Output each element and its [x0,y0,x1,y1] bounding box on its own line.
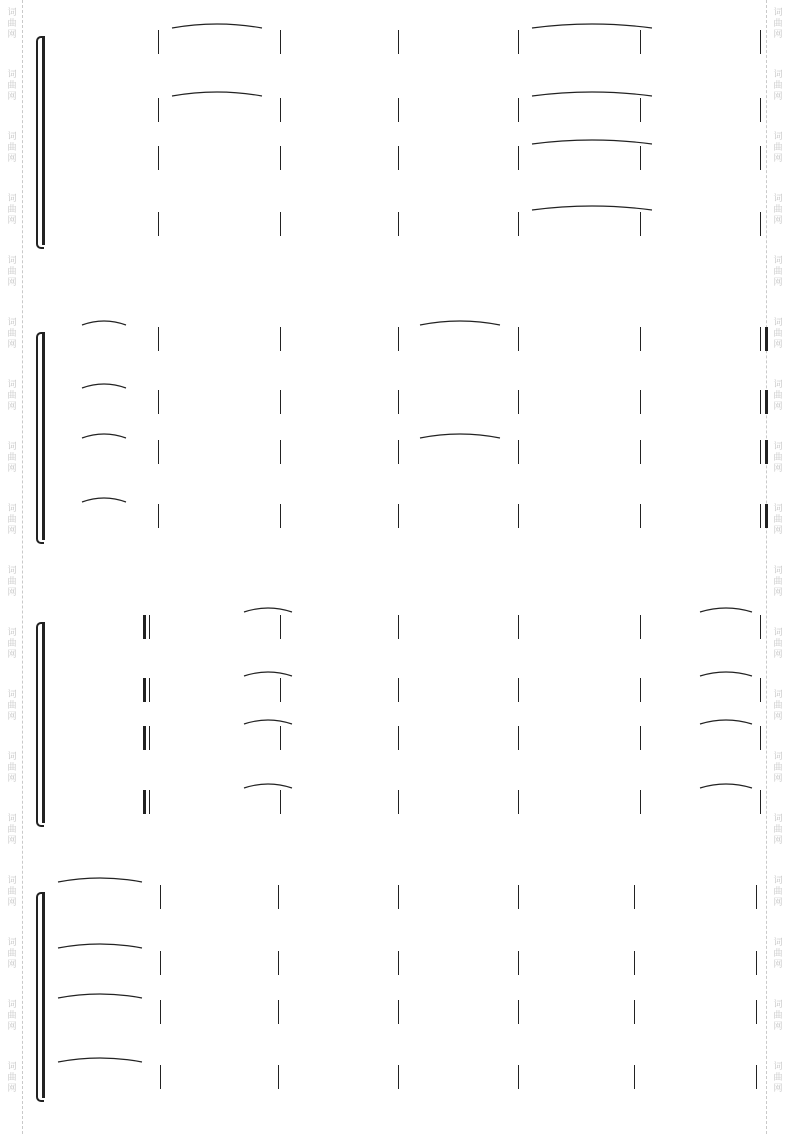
watermark-text: 词曲网 [7,814,17,846]
watermark-text: 词曲网 [7,256,17,288]
watermark-text: 词曲网 [7,380,17,412]
slur [82,384,126,388]
watermark-text: 词曲网 [773,256,783,288]
watermark-text: 词曲网 [773,690,783,722]
watermark-text: 词曲网 [773,318,783,350]
slur [58,994,142,998]
watermark-text: 词曲网 [7,442,17,474]
watermark-text: 词曲网 [7,876,17,908]
slur [82,498,126,502]
watermark-text: 词曲网 [7,566,17,598]
slur [532,24,652,28]
watermark-text: 词曲网 [773,628,783,660]
watermark-text: 词曲网 [773,814,783,846]
slur [244,672,292,676]
slur [82,434,126,438]
watermark-text: 词曲网 [773,504,783,536]
slur [532,206,652,210]
watermark-text: 词曲网 [7,132,17,164]
slur [420,321,500,325]
watermark-text: 词曲网 [773,566,783,598]
watermark-text: 词曲网 [773,442,783,474]
watermark-text: 词曲网 [7,690,17,722]
watermark-text: 词曲网 [773,8,783,40]
slur [532,140,652,144]
slur [700,608,752,612]
watermark-text: 词曲网 [7,70,17,102]
watermark-text: 词曲网 [7,8,17,40]
slur [172,92,262,96]
watermark-text: 词曲网 [773,938,783,970]
watermark-text: 词曲网 [7,194,17,226]
slur [700,720,752,724]
watermark-text: 词曲网 [773,132,783,164]
slur [82,321,126,325]
watermark-text: 词曲网 [773,1062,783,1094]
watermark-text: 词曲网 [7,1000,17,1032]
slur [700,672,752,676]
slur [532,92,652,96]
watermark-text: 词曲网 [7,628,17,660]
slur [172,24,262,28]
watermark-text: 词曲网 [773,1000,783,1032]
watermark-text: 词曲网 [7,504,17,536]
watermark-text: 词曲网 [7,1062,17,1094]
watermark-text: 词曲网 [7,318,17,350]
slur [58,1058,142,1062]
slur [244,784,292,788]
watermark-text: 词曲网 [773,380,783,412]
slur [58,944,142,948]
watermark-text: 词曲网 [773,876,783,908]
watermark-text: 词曲网 [773,70,783,102]
slur [420,434,500,438]
watermark-text: 词曲网 [7,752,17,784]
slur [244,720,292,724]
slur [58,878,142,882]
watermark-text: 词曲网 [773,194,783,226]
watermark-text: 词曲网 [7,938,17,970]
slur [700,784,752,788]
slur [244,608,292,612]
watermark-text: 词曲网 [773,752,783,784]
